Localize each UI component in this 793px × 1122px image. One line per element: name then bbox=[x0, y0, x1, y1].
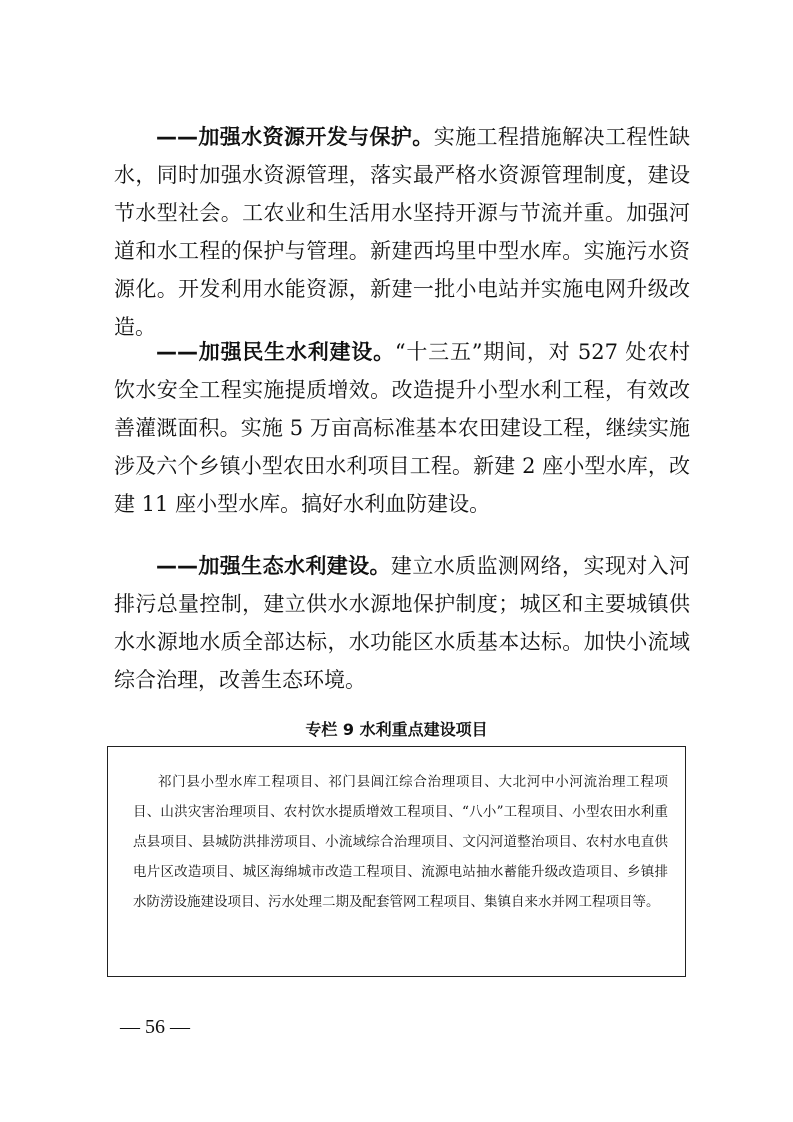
paragraph-body: 建立水质监测网络，实现对入河排污总量控制，建立供水水源地保护制度；城区和主要城镇供水水源地水质全部达标，水功能区水质基本达标。加快小流域综合治理，改善生态环境。 bbox=[114, 554, 691, 692]
box-text: 祁门县小型水库工程项目、祁门县阊江综合治理项目、大北河中小河流治理工程项目、山洪灾害治理项目、农村饮水提质增效工程项目、“八小”工程项目、小型农田水利重点县项目、县城防洪排涝项目、小流域综合治理项目、文闪河道整治项目、农村水电直供电片区改造项目、城区海绵城市改造工程项目、流源电站抽水蓄能升级改造项目、乡镇排水防涝设施建设项目、污水处理二期及配套管网工程项目、集镇自来水并网工程项目等。 bbox=[133, 774, 668, 910]
paragraph-heading: ——加强水资源开发与保护。 bbox=[156, 125, 434, 149]
paragraph-body: “十三五”期间，对 527 处农村饮水安全工程实施提质增效。改造提升小型水利工程，有效改善灌溉面积。实施 5 万亩高标准基本农田建设工程，继续实施涉及六个乡镇小型农田水利项目工程。新建 2 座小型水库，改建 11 座小型水库。搞好水利血防建设。 bbox=[114, 340, 691, 516]
box-title: 专栏 9 水利重点建设项目 bbox=[305, 720, 488, 739]
page-number: — 56 — bbox=[120, 1016, 190, 1038]
paragraph-ecological-water bbox=[114, 547, 690, 699]
project-box bbox=[107, 746, 686, 977]
paragraph-body: 实施工程措施解决工程性缺水，同时加强水资源管理，落实最严格水资源管理制度，建设节水型社会。工农业和生活用水坚持开源与节流并重。加强河道和水工程的保护与管理。新建西坞里中型水库。实施污水资源化。开发利用水能资源，新建一批小电站并实施电网升级改造。 bbox=[114, 125, 691, 339]
paragraph-water-resources bbox=[114, 118, 690, 346]
paragraph-heading: ——加强民生水利建设。 bbox=[156, 340, 395, 364]
paragraph-heading: ——加强生态水利建设。 bbox=[156, 554, 391, 578]
paragraph-livelihood-water bbox=[114, 333, 690, 523]
